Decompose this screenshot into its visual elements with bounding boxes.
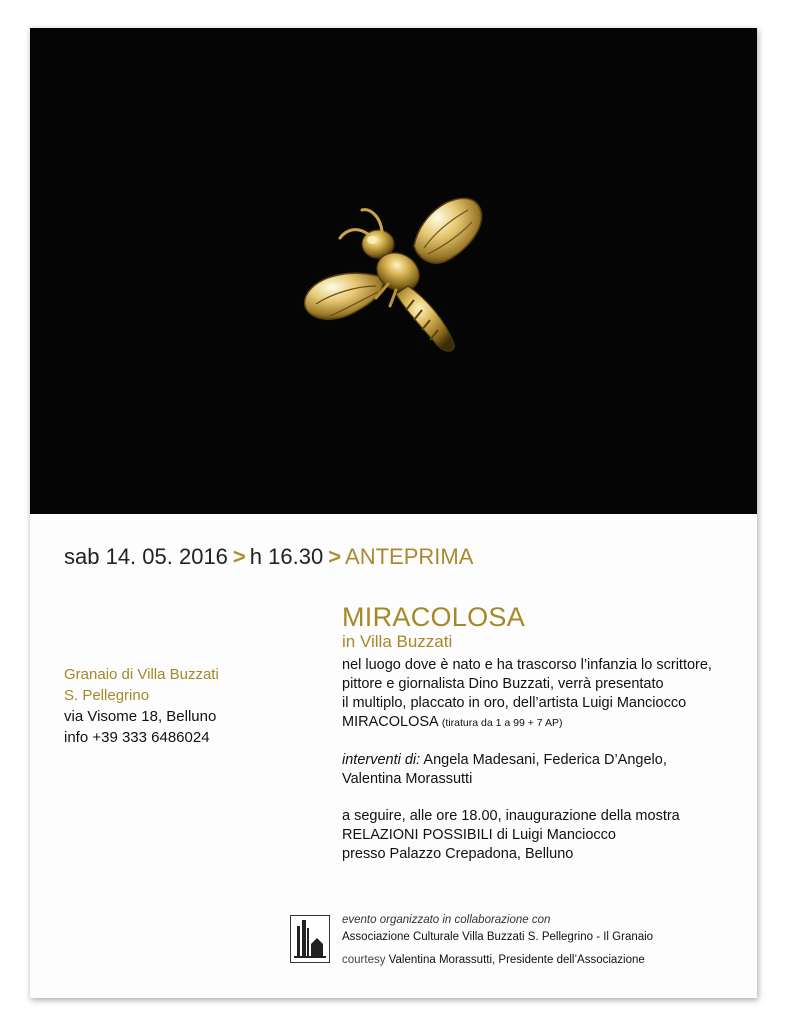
event-time: h 16.30	[249, 544, 324, 569]
courtesy-name: Valentina Morassutti, Presidente dell’Associazione	[388, 954, 645, 966]
speakers	[342, 751, 742, 789]
event-subtitle: in Villa Buzzati	[342, 632, 453, 651]
edition-note: (tiratura da 1 a 99 + 7 AP)	[441, 717, 563, 729]
speakers-line1: Angela Madesani, Federica D’Angelo,	[423, 752, 667, 768]
venue-name-line1: Granaio di Villa Buzzati	[64, 666, 219, 683]
association-name: Associazione Culturale Villa Buzzati S. Pellegrino - Il Granaio	[342, 931, 654, 943]
venue-phone: info +39 333 6486024	[64, 729, 210, 746]
followup-line: RELAZIONI POSSIBILI di Luigi Manciocco	[342, 827, 616, 843]
event-details	[342, 602, 742, 864]
courtesy-label: courtesy	[342, 954, 386, 966]
description-line: il multiplo, placcato in oro, dell’artista Luigi Manciocco	[342, 695, 687, 711]
chevron-right-icon: >	[328, 544, 342, 569]
followup-line: a seguire, alle ore 18.00, inaugurazione della mostra	[342, 808, 680, 824]
hero-image	[30, 28, 757, 514]
followup-line: presso Palazzo Crepadona, Belluno	[342, 846, 574, 862]
followup	[342, 807, 742, 864]
venue-block	[64, 664, 219, 748]
event-title: MIRACOLOSA	[342, 602, 526, 632]
organized-label: evento organizzato in collaborazione con	[342, 914, 551, 926]
work-name: MIRACOLOSA	[342, 714, 438, 730]
speakers-line2: Valentina Morassutti	[342, 771, 473, 787]
venue-address: via Visome 18, Belluno	[64, 708, 217, 725]
invitation-card	[30, 28, 757, 998]
work-line	[342, 713, 742, 733]
event-dateline	[64, 544, 473, 570]
chevron-right-icon: >	[232, 544, 246, 569]
event-date: sab 14. 05. 2016	[64, 544, 228, 569]
speakers-label: interventi di:	[342, 752, 421, 768]
description-line: nel luogo dove è nato e ha trascorso l’infanzia lo scrittore,	[342, 657, 712, 673]
golden-bee-icon	[296, 186, 496, 356]
event-description	[342, 656, 742, 733]
description-line: pittore e giornalista Dino Buzzati, verrà presentato	[342, 676, 664, 692]
footer-text	[342, 912, 653, 969]
villa-silhouette-icon	[290, 915, 330, 963]
event-label: ANTEPRIMA	[345, 544, 474, 569]
venue-name-line2: S. Pellegrino	[64, 687, 150, 704]
